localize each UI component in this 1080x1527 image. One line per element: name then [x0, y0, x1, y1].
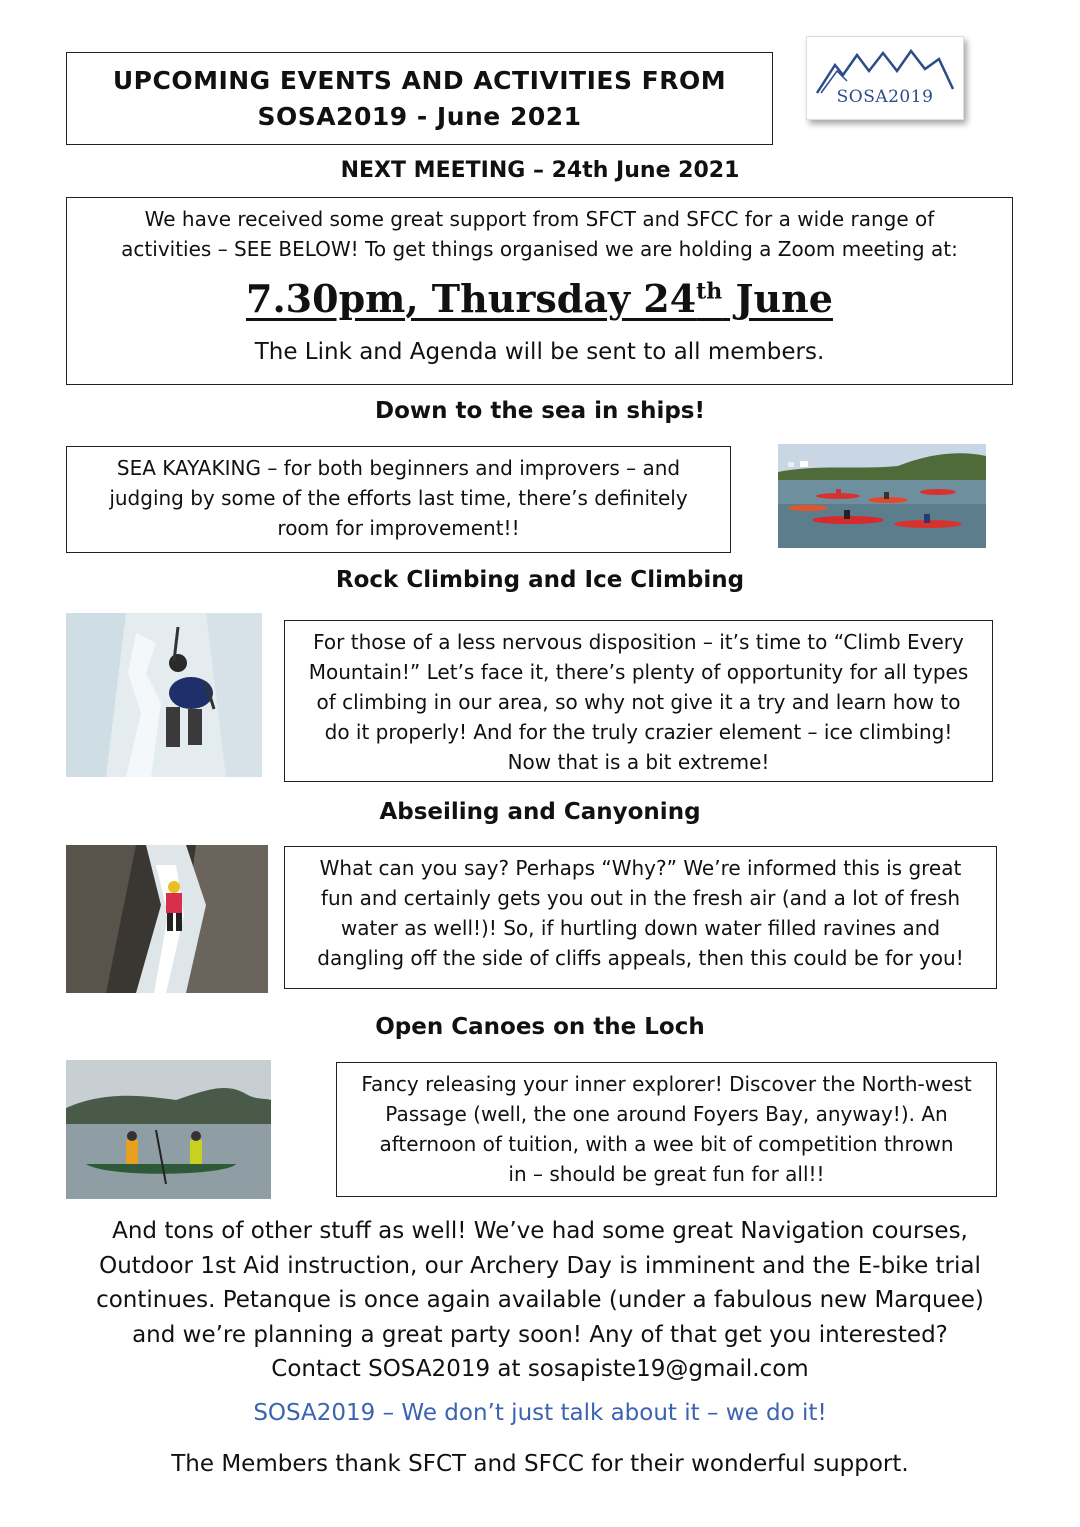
meeting-time-suffix: th — [696, 278, 723, 304]
sosa-logo — [806, 36, 964, 120]
sea-line: judging by some of the efforts last time, there’s definitely — [109, 486, 688, 510]
climbing-line: Now that is a bit extreme! — [507, 750, 770, 774]
sea-box — [66, 446, 731, 553]
meeting-note: The Link and Agenda will be sent to all members. — [254, 339, 825, 365]
climbing-heading: Rock Climbing and Ice Climbing — [335, 567, 745, 593]
climbing-line: Mountain!” Let’s face it, there’s plenty of opportunity for all types — [308, 660, 969, 684]
meeting-intro — [67, 204, 1012, 264]
meeting-box — [66, 197, 1013, 385]
logo-text: SOSA2019 — [836, 87, 934, 107]
sea-heading: Down to the sea in ships! — [375, 398, 705, 424]
canyoning-photo — [66, 845, 268, 993]
climbing-line: of climbing in our area, so why not give it a try and learn how to — [316, 690, 961, 714]
meeting-time — [67, 266, 1012, 324]
abseiling-line: What can you say? Perhaps “Why?” We’re informed this is great — [319, 856, 962, 880]
canoes-line: in – should be great fun for all!! — [508, 1162, 825, 1186]
canoes-heading: Open Canoes on the Loch — [375, 1014, 705, 1040]
meeting-intro-line-1: We have received some great support from SFCT and SFCC for a wide range of — [144, 207, 935, 231]
abseiling-line: water as well!)! So, if hurtling down water filled ravines and — [340, 916, 941, 940]
canoes-line: Fancy releasing your inner explorer! Discover the North-west — [361, 1072, 972, 1096]
sea-line: room for improvement!! — [277, 516, 520, 540]
kayak-photo — [778, 444, 986, 548]
canoes-line: Passage (well, the one around Foyers Bay, anyway!). An — [385, 1102, 948, 1126]
meeting-time-main: 7.30pm, Thursday 24 — [246, 275, 697, 321]
canoes-box — [336, 1062, 997, 1197]
climbing-box — [284, 620, 993, 782]
meeting-time-end: June — [722, 275, 833, 321]
climbing-line: For those of a less nervous disposition – it’s time to “Climb Every — [313, 630, 964, 654]
footer-line: and we’re planning a great party soon! Any of that get you interested? — [132, 1321, 948, 1348]
meeting-heading: NEXT MEETING – 24th June 2021 — [340, 158, 740, 183]
title-box — [66, 52, 773, 145]
canoes-line: afternoon of tuition, with a wee bit of competition thrown — [379, 1132, 954, 1156]
meeting-intro-line-2: activities – SEE BELOW! To get things organised we are holding a Zoom meeting at: — [121, 237, 958, 261]
abseiling-heading: Abseiling and Canyoning — [379, 799, 701, 825]
canoe-photo — [66, 1060, 271, 1199]
footer-paragraph — [50, 1214, 1030, 1387]
footer-line: continues. Petanque is once again available (under a fabulous new Marquee) — [96, 1287, 984, 1313]
climbing-line: do it properly! And for the truly crazier element – ice climbing! — [324, 720, 953, 744]
footer-line: Contact SOSA2019 at sosapiste19@gmail.com — [271, 1356, 809, 1382]
footer-line: And tons of other stuff as well! We’ve had some great Navigation courses, — [112, 1218, 968, 1244]
abseiling-line: dangling off the side of cliffs appeals, then this could be for you! — [317, 946, 964, 970]
slogan: SOSA2019 – We don’t just talk about it – we do it! — [253, 1400, 827, 1426]
title-line-1: UPCOMING EVENTS AND ACTIVITIES FROM — [112, 65, 727, 95]
abseiling-box — [284, 846, 997, 989]
title-line-2: SOSA2019 - June 2021 — [257, 101, 582, 131]
thanks-line: The Members thank SFCT and SFCC for their wonderful support. — [171, 1451, 909, 1477]
ice-climbing-photo — [66, 613, 262, 777]
footer-line: Outdoor 1st Aid instruction, our Archery Day is imminent and the E-bike trial — [99, 1252, 981, 1279]
abseiling-line: fun and certainly gets you out in the fresh air (and a lot of fresh — [320, 886, 961, 910]
sea-line: SEA KAYAKING – for both beginners and improvers – and — [116, 456, 681, 480]
